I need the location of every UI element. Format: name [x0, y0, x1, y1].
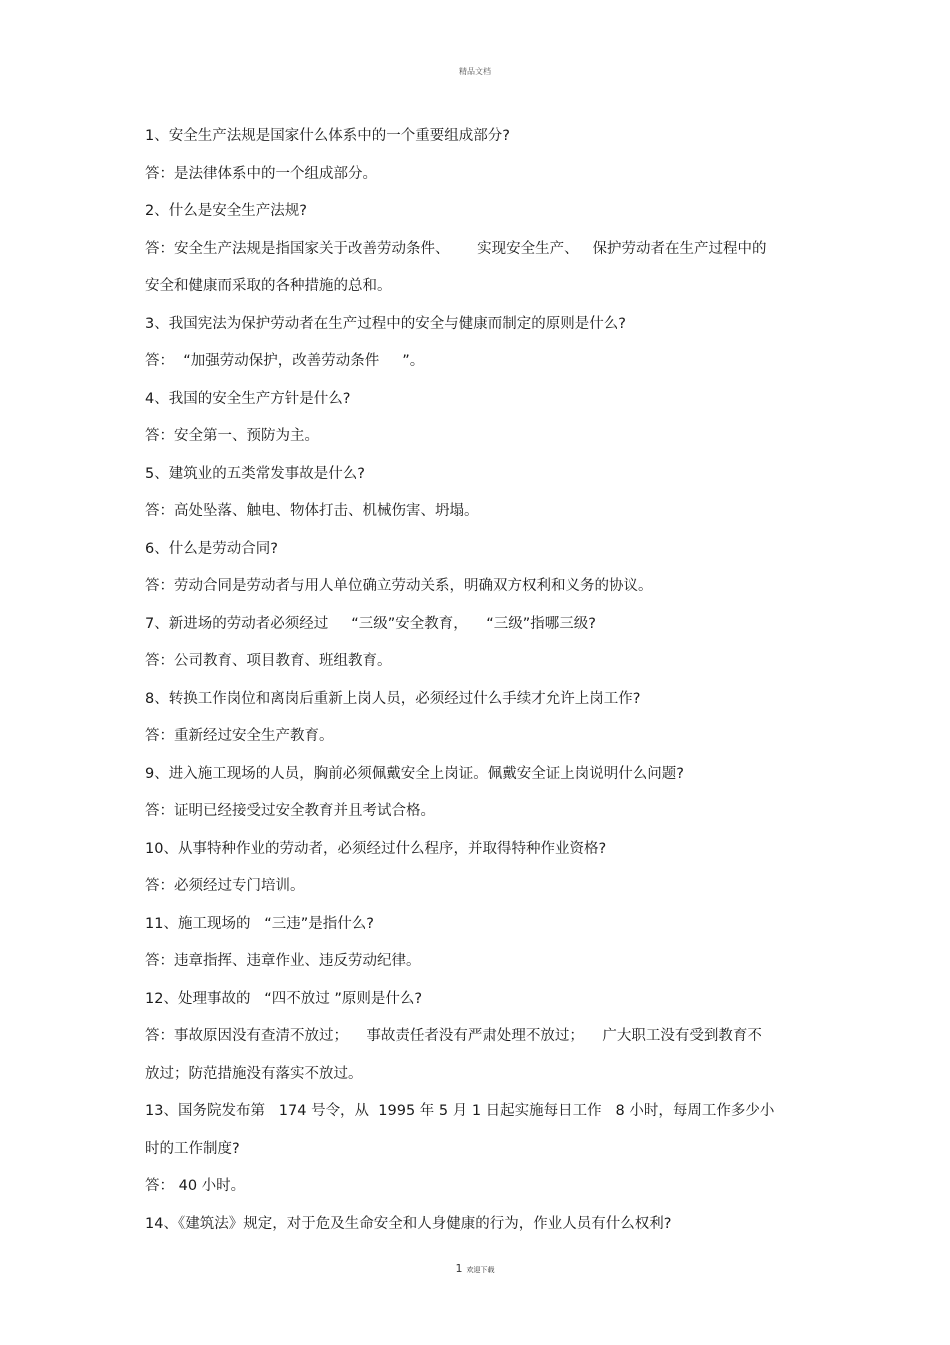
page-header: 精品文档 [459, 67, 491, 76]
question-4: 4、我国的安全生产方针是什么? [145, 390, 351, 407]
qa-content [145, 118, 795, 1243]
question-13-cont: 时的工作制度? [145, 1140, 240, 1157]
answer-10: 答：必须经过专门培训。 [145, 878, 305, 894]
question-6: 6、什么是劳动合同? [145, 540, 278, 557]
question-2: 2、什么是安全生产法规? [145, 203, 307, 219]
answer-7: 答：公司教育、项目教育、班组教育。 [145, 653, 392, 669]
question-5: 5、建筑业的五类常发事故是什么? [145, 465, 365, 482]
answer-13: 答： 40 小时。 [145, 1178, 246, 1194]
answer-4: 答：安全第一、预防为主。 [145, 428, 319, 444]
question-3: 3、我国宪法为保护劳动者在生产过程中的安全与健康而制定的原则是什么? [145, 315, 626, 332]
answer-8: 答：重新经过安全生产教育。 [145, 728, 334, 744]
answer-2: 答：安全生产法规是指国家关于改善劳动条件、 实现安全生产、 保护劳动者在生产过程中的 [145, 240, 767, 257]
answer-1: 答：是法律体系中的一个组成部分。 [145, 165, 377, 182]
answer-5: 答：高处坠落、触电、物体打击、机械伤害、坍塌。 [145, 503, 479, 519]
answer-12-cont: 放过；防范措施没有落实不放过。 [145, 1065, 363, 1082]
question-10: 10、从事特种作业的劳动者，必须经过什么程序，并取得特种作业资格? [145, 840, 607, 857]
page-number: 1 [455, 1262, 463, 1275]
question-11: 11、施工现场的 “三违”是指什么? [145, 915, 374, 932]
answer-6: 答：劳动合同是劳动者与用人单位确立劳动关系，明确双方权利和义务的协议。 [145, 578, 653, 594]
answer-12: 答：事故原因没有查清不放过； 事故责任者没有严肃处理不放过； 广大职工没有受到教育不 [145, 1028, 762, 1044]
question-12: 12、处理事故的 “四不放过 ”原则是什么? [145, 990, 423, 1007]
footer-text: 欢迎下载 [466, 1266, 495, 1274]
question-13: 13、国务院发布第 174 号令，从 1995 年 5 月 1 日起实施每日工作 8 小时，每周工作多少小 [145, 1103, 775, 1119]
page-footer [0, 1257, 950, 1276]
question-8: 8、转换工作岗位和离岗后重新上岗人员，必须经过什么手续才允许上岗工作? [145, 690, 641, 707]
question-7: 7、新进场的劳动者必须经过 “三级”安全教育， “三级”指哪三级? [145, 615, 596, 632]
question-1: 1、安全生产法规是国家什么体系中的一个重要组成部分? [145, 128, 510, 144]
question-9: 9、进入施工现场的人员，胸前必须佩戴安全上岗证。佩戴安全证上岗说明什么问题? [145, 765, 684, 782]
question-14: 14、《建筑法》规定，对于危及生命安全和人身健康的行为，作业人员有什么权利? [145, 1215, 672, 1232]
answer-11: 答：违章指挥、违章作业、违反劳动纪律。 [145, 953, 421, 969]
answer-9: 答：证明已经接受过安全教育并且考试合格。 [145, 803, 435, 819]
answer-2-cont: 安全和健康而采取的各种措施的总和。 [145, 278, 392, 294]
answer-3: 答： “加强劳动保护，改善劳动条件 ”。 [145, 353, 425, 369]
